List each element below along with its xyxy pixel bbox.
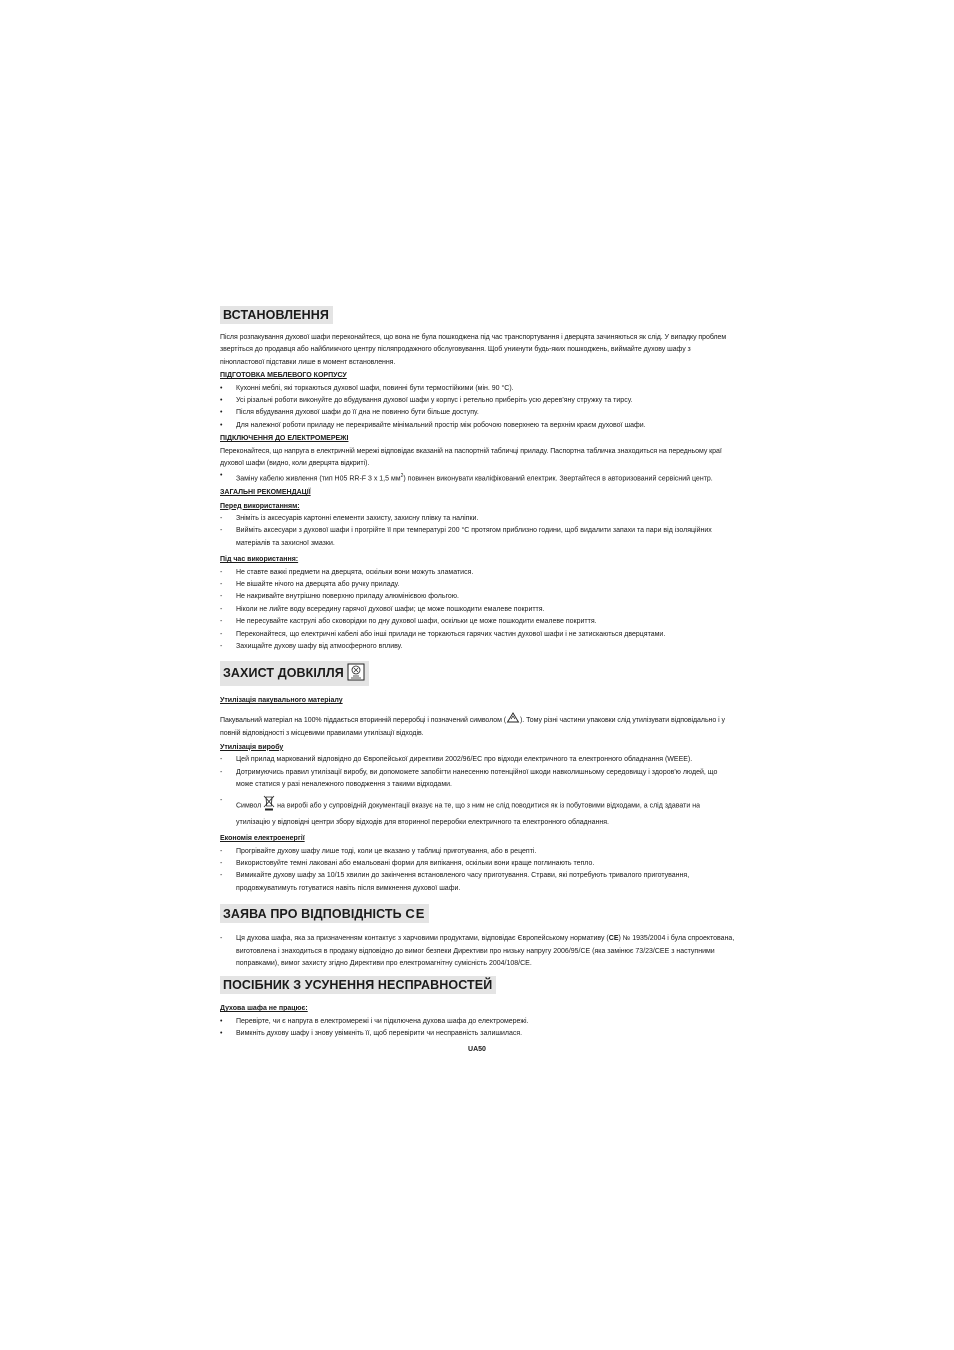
energy-subheading: Економія електроенергії <box>220 835 305 843</box>
packaging-text-start: Пакувальний матеріал на 100% піддається вторинній переробці і позначений символом ( <box>220 716 507 724</box>
list-item: - Не накривайте внутрішню поверхню приладу алюмінієвою фольгою. <box>220 591 736 603</box>
superscript: 2 <box>400 473 404 480</box>
before-use-subheading: Перед використанням: <box>220 502 300 510</box>
oven-not-working-subheading: Духова шафа не працює: <box>220 1005 308 1013</box>
environment-icon <box>347 663 365 684</box>
list-item: • Перевірте, чи є напруга в електромережі і чи підключена духова шафа до електромережі. <box>220 1016 736 1028</box>
ce-mark-inline: CE <box>608 935 619 943</box>
environment-heading-text: ЗАХИСТ ДОВКІЛЛЯ <box>223 666 344 681</box>
symbol-text-start: Символ <box>236 802 262 810</box>
energy-list <box>220 846 736 896</box>
list-item: - Зніміть із аксесуарів картонні елементи захисту, захисну плівку та наліпки. <box>220 513 736 525</box>
during-use-list <box>220 567 736 654</box>
cable-text-end: ) повинен виконувати кваліфікований електрик. Звертайтеся в авторизований сервісний центр. <box>403 475 713 483</box>
document-page <box>220 306 736 1041</box>
environment-heading <box>220 661 369 686</box>
product-disposal-list <box>220 754 736 829</box>
conformity-heading-text: ЗАЯВА ПРО ВІДПОВІДНІСТЬ <box>223 907 402 922</box>
general-subheading: ЗАГАЛЬНІ РЕКОМЕНДАЦІЇ <box>220 489 311 497</box>
conformity-heading <box>220 904 429 923</box>
packaging-text <box>220 712 736 741</box>
list-item: - Цей прилад маркований відповідно до Європейської директиви 2002/96/EC про відходи електричного та електронного обладнання (WEEE). <box>220 754 736 766</box>
list-item: - Ніколи не лийте воду всередину гарячої духової шафи; це може пошкодити емалеве покриття. <box>220 604 736 616</box>
cable-text-start: Заміну кабелю живлення (тип H05 RR-F 3 x 1,5 мм <box>236 475 401 483</box>
list-item: - Дотримуючись правил утилізації виробу, ви допоможете запобігти нанесенню потенційної шкоди навколишньому середовищу і здоров'ю людей, що може статися у разі неналежного поводження з такими відходами. <box>220 767 736 792</box>
list-item: - Не ставте важкі предмети на дверцята, оскільки вони можуть зламатися. <box>220 567 736 579</box>
installation-intro: Після розпакування духової шафи переконайтеся, що вона не була пошкоджена під час транспортування і дверцята зачиняються як слід. У випадку проблем звертіться до продавця або найближчого центру післяпродажного обслуговування. Щоб уникнути будь-яких пошкоджень, виймайте духову шафу з пінопластової підставки лише в момент встановлення. <box>220 334 727 366</box>
electric-subheading: ПІДКЛЮЧЕННЯ ДО ЕЛЕКТРОМЕРЕЖІ <box>220 435 349 443</box>
furniture-list <box>220 383 736 433</box>
before-use-list <box>220 513 736 550</box>
list-item <box>220 470 736 486</box>
conformity-text-start: Ця духова шафа, яка за призначенням контактує з харчовими продуктами, відповідає Європейському нормативу ( <box>236 935 609 943</box>
furniture-subheading: ПІДГОТОВКА МЕБЛЕВОГО КОРПУСУ <box>220 372 347 380</box>
troubleshooting-list <box>220 1016 736 1041</box>
recycle-icon <box>506 712 520 728</box>
page-number: UA50 <box>468 1046 486 1053</box>
list-item <box>220 933 736 970</box>
list-item: • Після вбудування духової шафи до її дна не повинно бути більше доступу. <box>220 407 736 419</box>
packaging-subheading: Утилізація пакувального матеріалу <box>220 697 343 705</box>
list-item: • Усі різальні роботи виконуйте до вбудування духової шафи у корпус і ретельно приберіть усю дерев'яну стружку та тирсу. <box>220 395 736 407</box>
ce-mark-icon: CE <box>405 906 426 922</box>
electric-list <box>220 470 736 486</box>
during-use-subheading: Під час використання: <box>220 556 299 564</box>
packaging-text-end: ). Тому різні частини упаковки слід утилізувати відповідально і у повній відповідності з місцевими правилами утилізації відходів. <box>220 716 725 738</box>
list-item: - Не вішайте нічого на дверцята або ручку приладу. <box>220 579 736 591</box>
electric-text: Переконайтеся, що напруга в електричній мережі відповідає вказаній на паспортній табличці приладу. Паспортна табличка знаходиться на передньому краї духової шафи (видно, коли дверцята відкриті). <box>220 447 722 468</box>
list-item: - Захищайте духову шафу від атмосферного впливу. <box>220 641 736 653</box>
product-disposal-subheading: Утилізація виробу <box>220 743 284 751</box>
troubleshooting-heading: ПОСІБНИК З УСУНЕННЯ НЕСПРАВНОСТЕЙ <box>220 976 496 994</box>
list-item: - Вийміть аксесуари з духової шафи і прогрійте її при температурі 200 °C протягом приблизно години, щоб видалити запахи та пари від ізоляційних матеріалів та захисної змазки. <box>220 525 736 550</box>
list-item: • Вимкніть духову шафу і знову увімкніть її, щоб перевірити чи несправність залишилася. <box>220 1028 736 1040</box>
list-item: - Переконайтеся, що електричні кабелі або інші прилади не торкаються гарячих частин духової шафи і не затискаються дверцятами. <box>220 629 736 641</box>
conformity-list <box>220 933 736 970</box>
list-item: - Вимикайте духову шафу за 10/15 хвилин до закінчення встановленого часу приготування. Страви, які потребують тривалого приготування, продовжуватимуть готуватися навіть після вимкнення духової шафи. <box>220 870 736 895</box>
list-item: • Для належної роботи приладу не перекривайте мінімальний простір між робочою поверхнею та верхнім краєм духової шафи. <box>220 420 736 432</box>
symbol-text-end: на виробі або у супровідній документації вказує на те, що з ним не слід поводитися як із побутовими відходами, а слід здавати на утилізацію у відповідні центри збору відходів для вторинної переробки електричного та електронного обладнання. <box>236 802 700 826</box>
list-item <box>220 795 736 829</box>
list-item: • Кухонні меблі, які торкаються духової шафи, повинні бути термостійкими (мін. 90 °C). <box>220 383 736 395</box>
list-item: - Прогрівайте духову шафу лише тоді, коли це вказано у таблиці приготування, або в рецепті. <box>220 846 736 858</box>
conformity-text-end: ) № 1935/2004 і була спроектована, виготовлена і знаходиться в продажу відповідно до вимог безпеки Директиви про низьку напругу 2006/95/CE (яка замінює 73/23/CEE з наступними поправками), вимог захисту згідно Директиви про електромагнітну сумісність 2004/108/CE. <box>236 935 735 967</box>
installation-heading: ВСТАНОВЛЕННЯ <box>220 306 333 324</box>
weee-bin-icon <box>263 795 275 816</box>
list-item: - Не пересувайте каструлі або сковорідки по дну духової шафи, оскільки це може пошкодити емалеве покриття. <box>220 616 736 628</box>
list-item: - Використовуйте темні лаковані або емальовані форми для випікання, оскільки вони краще поглинають тепло. <box>220 858 736 870</box>
